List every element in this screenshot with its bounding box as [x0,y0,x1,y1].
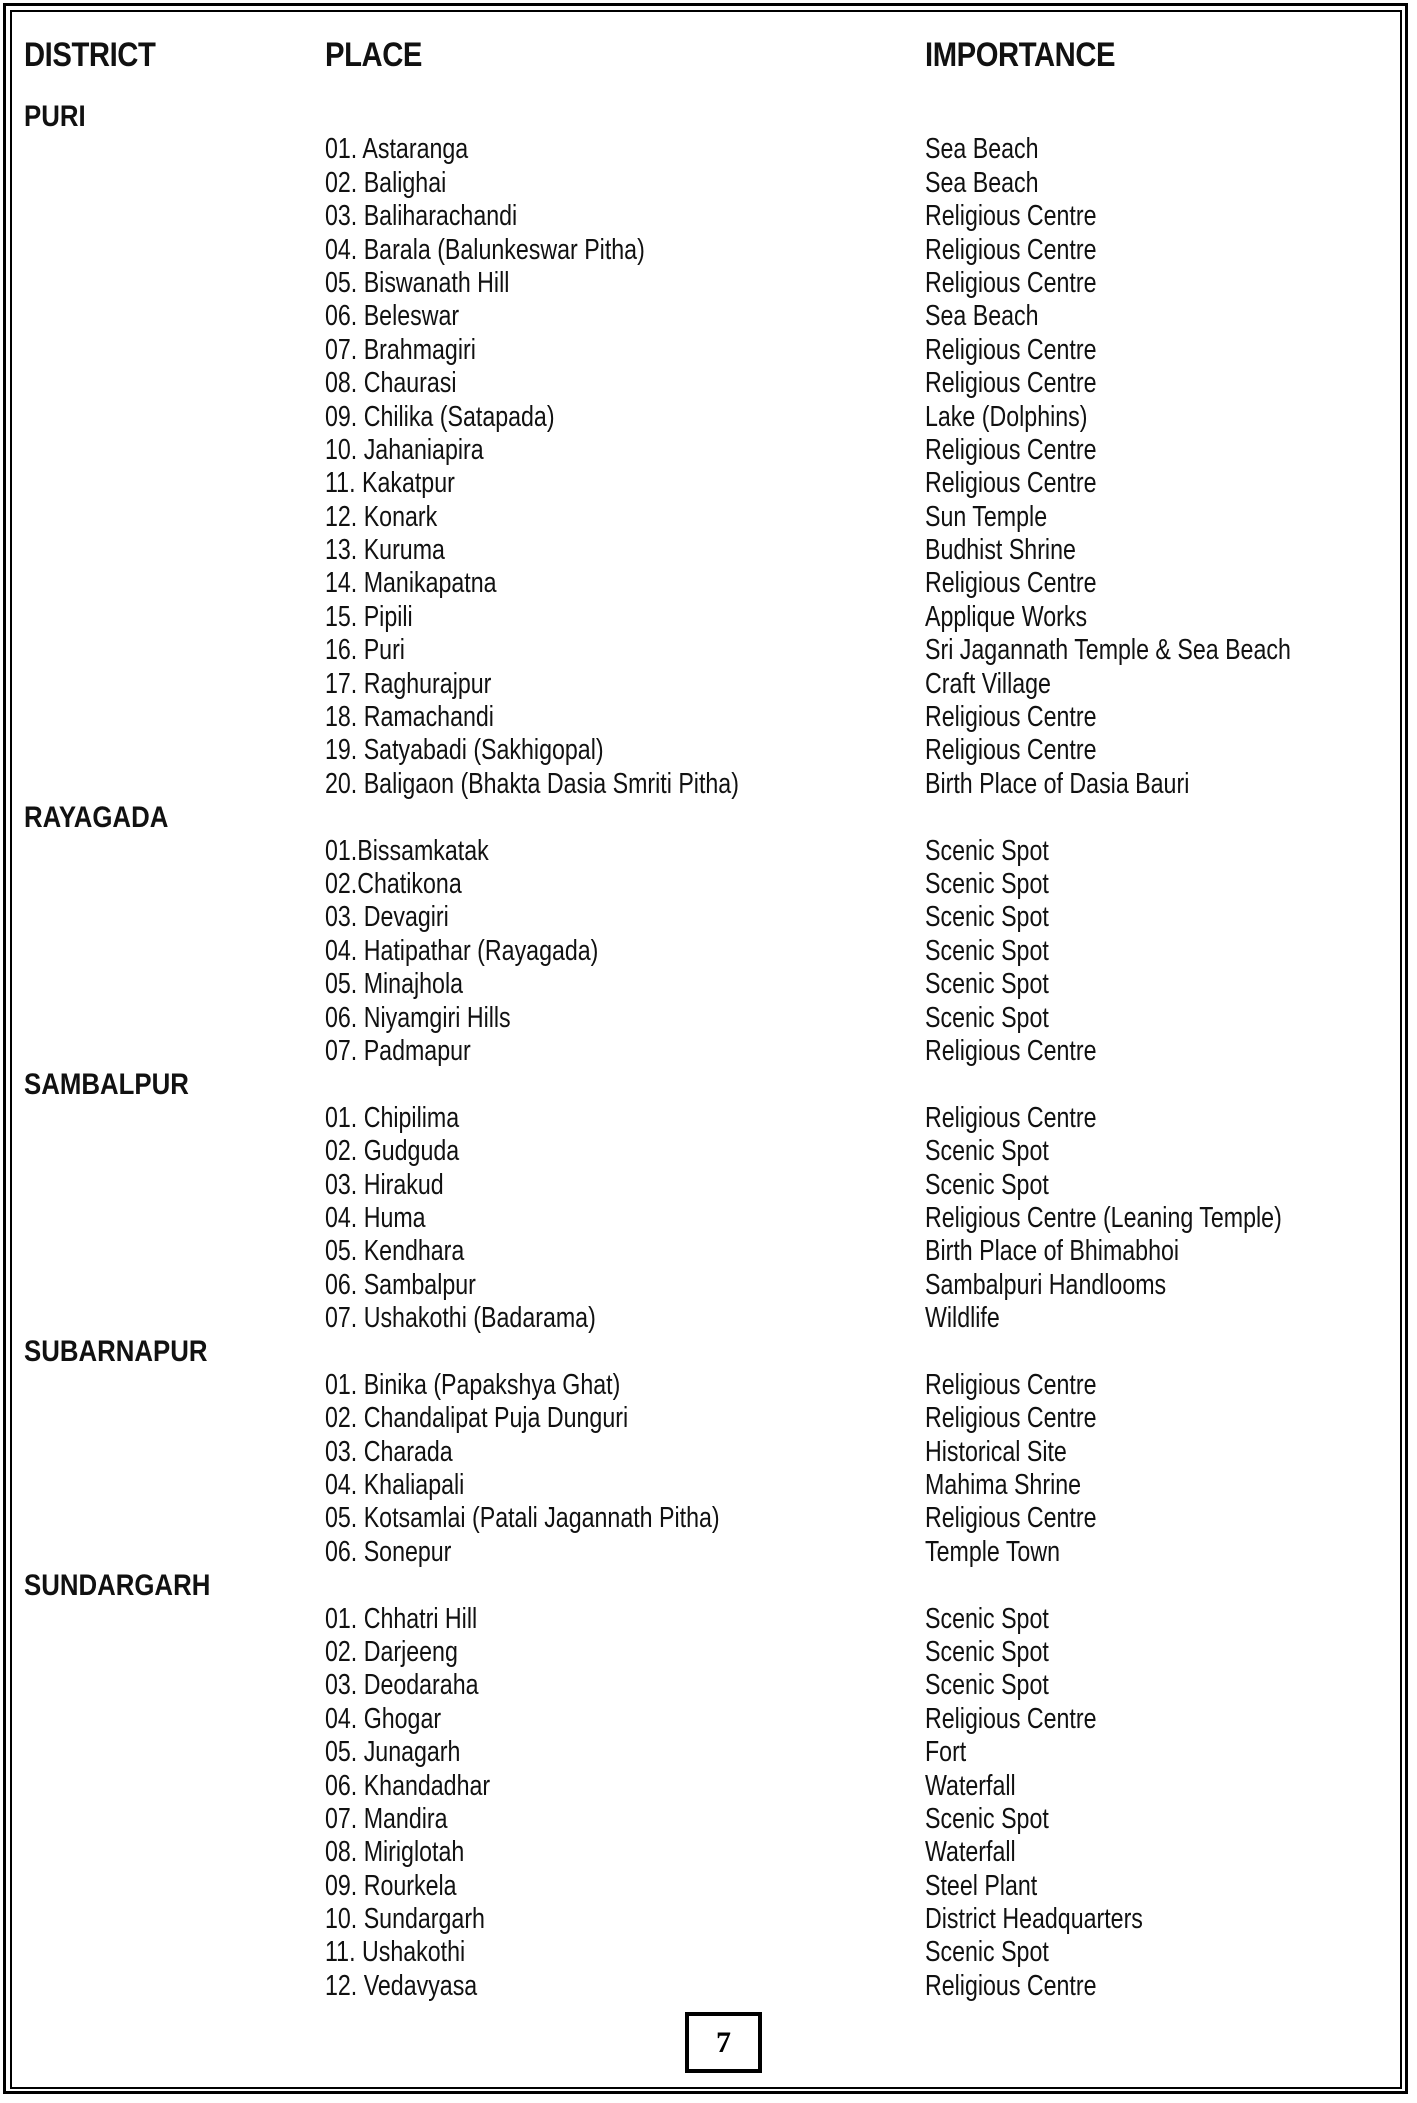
place-importance: Religious Centre [925,701,1097,734]
place-importance: Religious Centre [925,200,1097,233]
table-row [24,601,1394,634]
place-importance: Religious Centre (Leaning Temple) [925,1201,1282,1234]
place-name: 05. Kendhara [325,1235,465,1268]
table-row [24,567,1394,600]
place-name: 04. Huma [325,1201,426,1234]
place-name: 01. Chhatri Hill [325,1602,478,1635]
place-importance: Religious Centre [925,367,1097,400]
place-importance: Sri Jagannath Temple & Sea Beach [925,634,1291,667]
place-importance: Wildlife [925,1302,1000,1335]
table-row [24,1703,1394,1736]
table-body [24,100,1394,2003]
table-row [24,1669,1394,1702]
place-name: 02. Chandalipat Puja Dunguri [325,1402,629,1435]
place-importance: Religious Centre [925,333,1097,366]
place-importance: Religious Centre [925,266,1097,299]
header-importance: IMPORTANCE [925,36,1116,74]
table-row [24,768,1394,801]
place-name: 06. Khandadhar [325,1769,491,1802]
table-row [24,1636,1394,1669]
place-name: 06. Niyamgiri Hills [325,1001,511,1034]
place-name: 09. Chilika (Satapada) [325,400,555,433]
table-row [24,434,1394,467]
place-name: 01. Astaranga [325,133,469,166]
place-importance: Scenic Spot [925,934,1049,967]
table-row [24,1770,1394,1803]
place-importance: Scenic Spot [925,1602,1049,1635]
place-importance: Religious Centre [925,433,1097,466]
table-row [24,1269,1394,1302]
place-name: 19. Satyabadi (Sakhigopal) [325,734,604,767]
table-row [24,267,1394,300]
table-row [24,1436,1394,1469]
place-name: 01. Chipilima [325,1101,460,1134]
table-row [24,501,1394,534]
place-name: 09. Rourkela [325,1869,457,1902]
table-row [24,401,1394,434]
place-name: 06. Sonepur [325,1535,452,1568]
place-importance: Steel Plant [925,1869,1038,1902]
table-row [24,968,1394,1001]
table-row [24,1469,1394,1502]
place-importance: Waterfall [925,1836,1016,1869]
table-row [24,534,1394,567]
table-row [24,1603,1394,1636]
place-name: 01. Binika (Papakshya Ghat) [325,1368,621,1401]
table-row [24,935,1394,968]
place-name: 07. Ushakothi (Badarama) [325,1302,596,1335]
place-importance: Religious Centre [925,1402,1097,1435]
table-row [24,1169,1394,1202]
table-row [24,1870,1394,1903]
place-importance: Scenic Spot [925,834,1049,867]
place-importance: Sea Beach [925,300,1039,333]
table-row [24,1903,1394,1936]
place-name: 07. Mandira [325,1802,448,1835]
place-name: 10. Sundargarh [325,1903,485,1936]
place-importance: Sambalpuri Handlooms [925,1268,1167,1301]
table-row [24,1369,1394,1402]
place-importance: Temple Town [925,1535,1060,1568]
table-row [24,901,1394,934]
table-row [24,1936,1394,1969]
place-name: 07. Padmapur [325,1034,471,1067]
place-name: 18. Ramachandi [325,701,494,734]
table-row [24,133,1394,166]
table-row [24,367,1394,400]
table-row [24,1502,1394,1535]
place-name: 15. Pipili [325,600,413,633]
table-row [24,234,1394,267]
place-importance: Sea Beach [925,166,1039,199]
table-row [24,835,1394,868]
district-name: SUNDARGARH [24,1569,211,1603]
table-row [24,334,1394,367]
place-importance: Scenic Spot [925,1635,1049,1668]
place-name: 02.Chatikona [325,867,462,900]
place-name: 05. Kotsamlai (Patali Jagannath Pitha) [325,1502,720,1535]
page-number: 7 [685,2012,762,2073]
place-name: 04. Ghogar [325,1702,442,1735]
place-importance: Birth Place of Dasia Bauri [925,767,1190,800]
place-importance: Scenic Spot [925,1001,1049,1034]
district-block [24,100,1394,801]
place-importance: Religious Centre [925,1368,1097,1401]
table-row [24,1803,1394,1836]
table-row [24,734,1394,767]
place-name: 14. Manikapatna [325,567,497,600]
place-importance: Religious Centre [925,1034,1097,1067]
place-name: 01.Bissamkatak [325,834,489,867]
place-importance: Fort [925,1736,967,1769]
place-name: 11. Ushakothi [325,1936,466,1969]
table-row [24,1836,1394,1869]
table-row [24,668,1394,701]
place-name: 12. Konark [325,500,438,533]
table-row [24,1402,1394,1435]
table-row [24,167,1394,200]
place-name: 03. Baliharachandi [325,200,518,233]
place-name: 03. Charada [325,1435,453,1468]
place-name: 04. Barala (Balunkeswar Pitha) [325,233,645,266]
table-row [24,634,1394,667]
table-row [24,1202,1394,1235]
district-name: SAMBALPUR [24,1068,189,1102]
place-name: 16. Puri [325,634,405,667]
tourist-places-table [24,16,1394,2002]
place-importance: Waterfall [925,1769,1016,1802]
place-importance: Religious Centre [925,567,1097,600]
table-row [24,701,1394,734]
place-importance: Religious Centre [925,233,1097,266]
place-name: 12. Vedavyasa [325,1969,478,2002]
place-name: 03. Deodaraha [325,1669,479,1702]
place-name: 08. Miriglotah [325,1836,465,1869]
place-importance: Scenic Spot [925,1135,1049,1168]
place-importance: Religious Centre [925,734,1097,767]
district-name: SUBARNAPUR [24,1335,208,1369]
place-importance: Religious Centre [925,1101,1097,1134]
table-row [24,1102,1394,1135]
place-name: 04. Khaliapali [325,1469,465,1502]
place-name: 07. Brahmagiri [325,333,476,366]
place-name: 02. Darjeeng [325,1635,458,1668]
place-importance: Religious Centre [925,1702,1097,1735]
place-name: 03. Hirakud [325,1168,444,1201]
place-importance: Craft Village [925,667,1051,700]
place-name: 17. Raghurajpur [325,667,492,700]
place-importance: Lake (Dolphins) [925,400,1088,433]
place-name: 11. Kakatpur [325,467,455,500]
place-importance: Mahima Shrine [925,1469,1082,1502]
place-name: 02. Gudguda [325,1135,460,1168]
place-importance: Sea Beach [925,133,1039,166]
table-row [24,1035,1394,1068]
place-importance: Scenic Spot [925,968,1049,1001]
place-importance: Scenic Spot [925,1168,1049,1201]
place-importance: Scenic Spot [925,1802,1049,1835]
table-row [24,300,1394,333]
table-row [24,1302,1394,1335]
place-importance: Birth Place of Bhimabhoi [925,1235,1180,1268]
place-name: 03. Devagiri [325,901,449,934]
place-name: 20. Baligaon (Bhakta Dasia Smriti Pitha) [325,767,739,800]
place-importance: Scenic Spot [925,901,1049,934]
place-name: 13. Kuruma [325,534,445,567]
table-row [24,1736,1394,1769]
place-importance: Scenic Spot [925,1936,1049,1969]
table-row [24,1536,1394,1569]
place-importance: Applique Works [925,600,1088,633]
place-name: 02. Balighai [325,166,447,199]
place-name: 05. Junagarh [325,1736,461,1769]
place-importance: Religious Centre [925,467,1097,500]
place-importance: Scenic Spot [925,1669,1049,1702]
place-name: 05. Minajhola [325,968,463,1001]
place-name: 05. Biswanath Hill [325,266,510,299]
header-district: DISTRICT [24,36,156,74]
table-row [24,467,1394,500]
place-importance: District Headquarters [925,1903,1143,1936]
district-block [24,1569,1394,2003]
district-block [24,801,1394,1068]
place-name: 06. Beleswar [325,300,460,333]
table-row [24,1002,1394,1035]
place-importance: Scenic Spot [925,867,1049,900]
table-row [24,868,1394,901]
header-place: PLACE [325,36,422,74]
table-row [24,1135,1394,1168]
table-row [24,1235,1394,1268]
place-importance: Religious Centre [925,1969,1097,2002]
place-name: 08. Chaurasi [325,367,457,400]
place-importance: Budhist Shrine [925,534,1076,567]
place-name: 06. Sambalpur [325,1268,476,1301]
table-row [24,200,1394,233]
district-block [24,1335,1394,1569]
place-importance: Sun Temple [925,500,1048,533]
place-importance: Religious Centre [925,1502,1097,1535]
place-name: 04. Hatipathar (Rayagada) [325,934,599,967]
district-name: PURI [24,100,86,133]
table-row [24,1970,1394,2003]
district-block [24,1068,1394,1335]
place-name: 10. Jahaniapira [325,433,484,466]
district-name: RAYAGADA [24,801,169,835]
place-importance: Historical Site [925,1435,1067,1468]
table-header [24,16,1394,72]
